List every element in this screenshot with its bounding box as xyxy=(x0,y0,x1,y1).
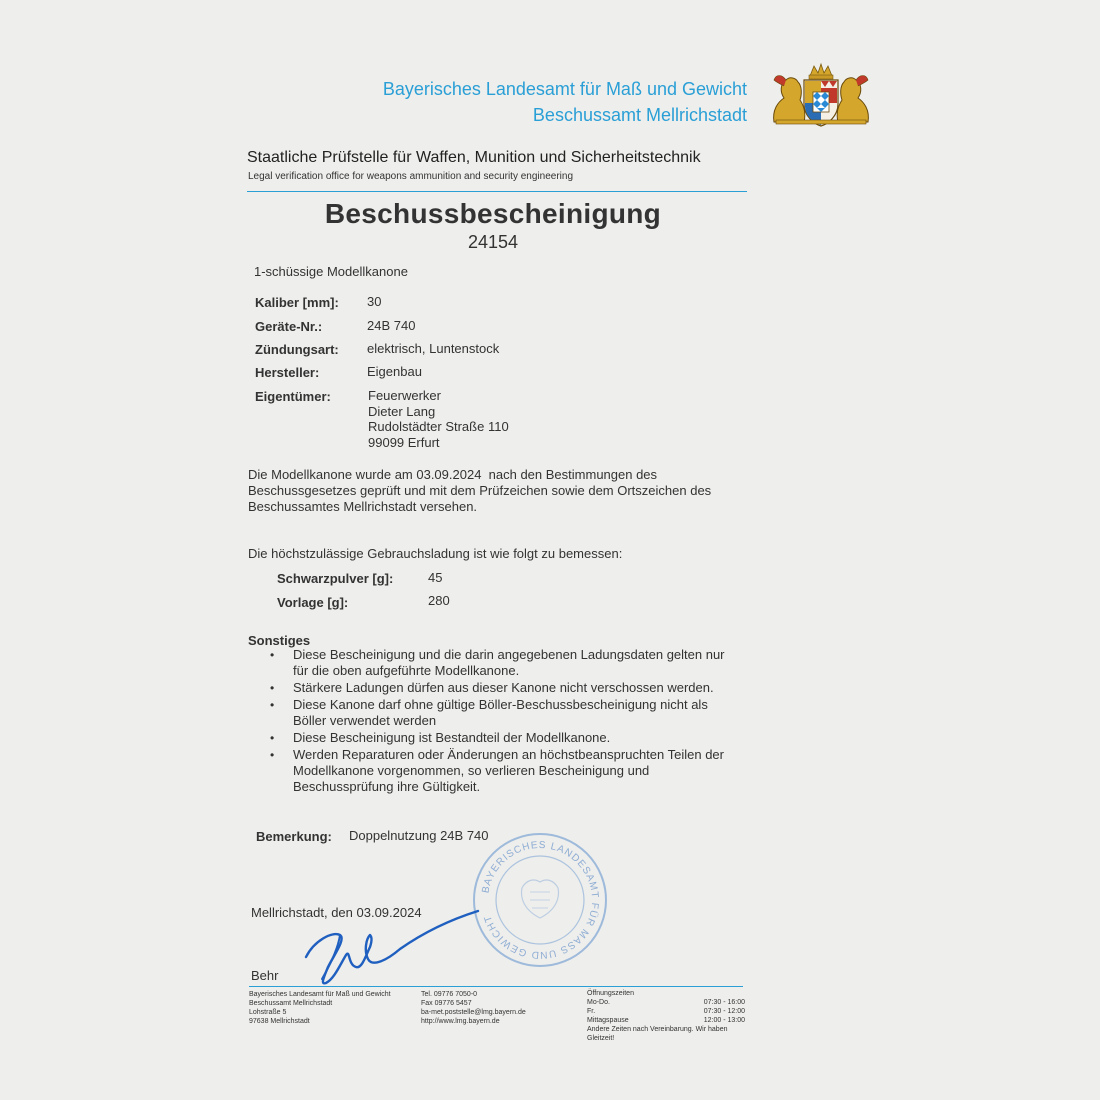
certificate-number: 24154 xyxy=(467,232,519,252)
list-item: • Diese Kanone darf ohne gültige Böller-Beschussbescheinigung nicht als Böller verwendet werden xyxy=(270,697,750,729)
header-divider xyxy=(247,191,747,192)
misc-heading: Sonstiges xyxy=(248,633,311,648)
footer-phone: Tel. 09776 7050-0 xyxy=(421,991,478,998)
owner-line: Dieter Lang xyxy=(368,403,436,419)
load-value-projectile: 280 xyxy=(428,593,450,608)
load-intro: Die höchstzulässige Gebrauchsladung ist wie folgt zu bemessen: xyxy=(248,546,623,561)
list-item: • Diese Bescheinigung und die darin angegebenen Ladungsdaten gelten nur für die oben aufgeführte Modellkanone. xyxy=(270,647,750,679)
spec-value-ignition: elektrisch, Luntenstock xyxy=(367,341,500,356)
footer-fax: Fax 09776 5457 xyxy=(421,1000,472,1007)
list-item: • Werden Reparaturen oder Änderungen an höchstbeanspruchten Teilen der Modellkanone vorgenommen, so verlieren Bescheinigung und Beschussprüfung ihre Gültigkeit. xyxy=(270,747,750,795)
footer-address: Bayerisches Landesamt für Maß und Gewicht Beschussamt Mellrichstadt Lohstraße 5 97638 Mellrichstadt xyxy=(249,991,391,1025)
paragraph-line: Beschussamtes Mellrichstadt versehen. xyxy=(248,499,478,514)
spec-value-caliber: 30 xyxy=(367,294,382,309)
remark-value: Doppelnutzung 24B 740 xyxy=(349,828,489,843)
place-date: Mellrichstadt, den 03.09.2024 xyxy=(251,905,422,920)
hours-title: Öffnungszeiten xyxy=(587,990,634,997)
owner-label: Eigentümer: xyxy=(255,389,331,404)
list-item: • Stärkere Ladungen dürfen aus dieser Kanone nicht verschossen werden. xyxy=(270,680,750,696)
signature-icon xyxy=(300,905,500,990)
misc-bullet-list xyxy=(270,647,750,796)
owner-address xyxy=(368,388,509,450)
load-label-projectile: Vorlage [g]: xyxy=(277,595,349,610)
agency-name-line1: Bayerisches Landesamt für Maß und Gewicht xyxy=(382,79,747,99)
certificate-title: Beschussbescheinigung xyxy=(324,198,662,229)
spec-label-caliber: Kaliber [mm]: xyxy=(255,295,339,310)
list-item: • Diese Bescheinigung ist Bestandteil der Modellkanone. xyxy=(270,730,750,746)
office-subheading: Staatliche Prüfstelle für Waffen, Munition und Sicherheitstechnik xyxy=(247,149,701,166)
bavarian-coat-of-arms-icon xyxy=(768,62,874,128)
footer-website[interactable]: http://www.lmg.bayern.de xyxy=(421,1018,500,1025)
paragraph-line: Die Modellkanone wurde am 03.09.2024 nach den Bestimmungen des xyxy=(248,467,658,482)
agency-name-line2: Beschussamt Mellrichstadt xyxy=(532,105,747,125)
load-value-black-powder: 45 xyxy=(428,570,443,585)
paragraph-line: Beschussgesetzes geprüft und mit dem Prüfzeichen sowie dem Ortszeichen des xyxy=(248,483,712,498)
signer-name: Behr xyxy=(251,968,279,983)
hours-row: Fr. 07:30 - 12:00 xyxy=(587,1008,745,1015)
spec-value-manufacturer: Eigenbau xyxy=(367,364,422,379)
hours-note: Gleitzeit! xyxy=(587,1035,615,1042)
office-subheading-english: Legal verification office for weapons ammunition and security engineering xyxy=(248,171,574,182)
owner-line: Feuerwerker xyxy=(368,388,441,403)
spec-label-ignition: Zündungsart: xyxy=(255,342,339,357)
owner-line: 99099 Erfurt xyxy=(368,434,440,450)
footer-contact xyxy=(421,990,526,1026)
remark-label: Bemerkung: xyxy=(256,829,332,844)
stamp-text: BAYERISCHES LANDESAMT FÜR MASS UND GEWICHT xyxy=(480,839,601,961)
spec-label-device-no: Geräte-Nr.: xyxy=(255,319,323,334)
footer-email[interactable]: ba-met.poststelle@lmg.bayern.de xyxy=(421,1009,526,1016)
spec-label-manufacturer: Hersteller: xyxy=(255,365,320,380)
spec-value-device-no: 24B 740 xyxy=(367,318,416,333)
load-label-black-powder: Schwarzpulver [g]: xyxy=(277,571,394,586)
footer-divider xyxy=(249,986,743,987)
hours-note: Andere Zeiten nach Vereinbarung. Wir haben xyxy=(587,1026,728,1033)
inspection-paragraph xyxy=(248,467,748,515)
footer-opening-hours xyxy=(587,989,745,1043)
item-type: 1-schüssige Modellkanone xyxy=(254,264,408,279)
hours-row: Mittagspause 12:00 - 13:00 xyxy=(587,1017,745,1024)
hours-row: Mo-Do. 07:30 - 16:00 xyxy=(587,999,745,1006)
owner-line: Rudolstädter Straße 110 xyxy=(368,419,509,434)
